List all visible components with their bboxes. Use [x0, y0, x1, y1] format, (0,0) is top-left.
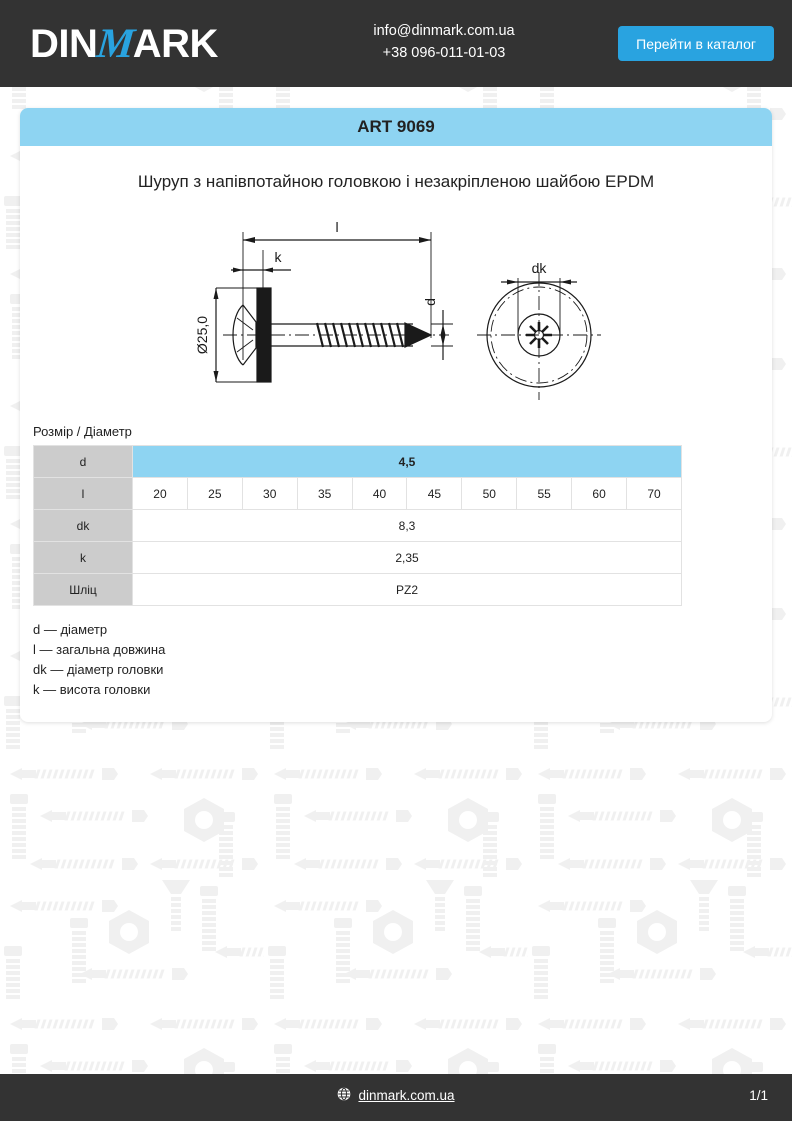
table-row-dk — [34, 510, 682, 542]
length-cell: 70 — [627, 478, 682, 510]
row-label-k: k — [34, 542, 133, 574]
dim-label-washer-diameter: Ø25,0 — [194, 315, 210, 355]
row-label-d: d — [34, 446, 133, 478]
dim-label-k: k — [274, 249, 282, 265]
dim-label-l: l — [335, 219, 339, 235]
legend-line-dk: dk — діаметр головки — [33, 662, 164, 677]
table-row-l — [34, 478, 682, 510]
length-cell: 50 — [462, 478, 517, 510]
logo-text-din: DIN — [30, 21, 98, 66]
legend-line-d: d — діаметр — [33, 622, 108, 637]
length-cell: 55 — [517, 478, 572, 510]
row-value-k: 2,35 — [133, 542, 682, 574]
contact-info — [354, 20, 534, 64]
row-label-l: l — [34, 478, 133, 510]
product-title: Шуруп з напівпотайною головкою і незакріпленою шайбою EPDM — [137, 172, 655, 191]
table-row-d — [34, 446, 682, 478]
logo-text-ark: ARK — [132, 21, 218, 66]
specification-table — [33, 445, 682, 606]
table-row-shlits — [34, 574, 682, 606]
row-value-shlits: PZ2 — [133, 574, 682, 606]
dimension-legend — [33, 620, 772, 700]
article-header: ART 9069 — [20, 108, 772, 146]
table-caption: Розмір / Діаметр — [33, 424, 132, 439]
footer-site-link[interactable] — [0, 1087, 792, 1104]
row-value-dk: 8,3 — [133, 510, 682, 542]
row-label-dk: dk — [34, 510, 133, 542]
footer-site-url[interactable]: dinmark.com.ua — [358, 1088, 455, 1103]
length-cell: 60 — [572, 478, 627, 510]
row-value-d: 4,5 — [133, 446, 682, 478]
site-header — [0, 0, 792, 87]
length-cell: 40 — [352, 478, 407, 510]
technical-drawing — [20, 210, 772, 410]
length-cell: 30 — [242, 478, 297, 510]
table-row-k — [34, 542, 682, 574]
length-cell: 20 — [133, 478, 188, 510]
length-cell: 45 — [407, 478, 462, 510]
legend-line-k: k — висота головки — [33, 682, 151, 697]
dim-label-d: d — [422, 298, 438, 306]
logo-text-m: M — [94, 20, 136, 67]
length-cell: 35 — [297, 478, 352, 510]
go-to-catalog-button[interactable]: Перейти в каталог — [618, 26, 774, 61]
product-card — [20, 108, 772, 722]
globe-icon — [337, 1087, 351, 1104]
contact-phone[interactable]: +38 096-011-01-03 — [382, 45, 506, 61]
site-footer — [0, 1074, 792, 1121]
contact-email[interactable]: info@dinmark.com.ua — [373, 23, 515, 39]
dim-label-dk: dk — [531, 260, 547, 276]
length-cell: 25 — [187, 478, 242, 510]
brand-logo[interactable] — [30, 20, 218, 67]
row-label-shlits: Шліц — [34, 574, 133, 606]
legend-line-l: l — загальна довжина — [33, 642, 166, 657]
page-indicator: 1/1 — [749, 1088, 768, 1103]
